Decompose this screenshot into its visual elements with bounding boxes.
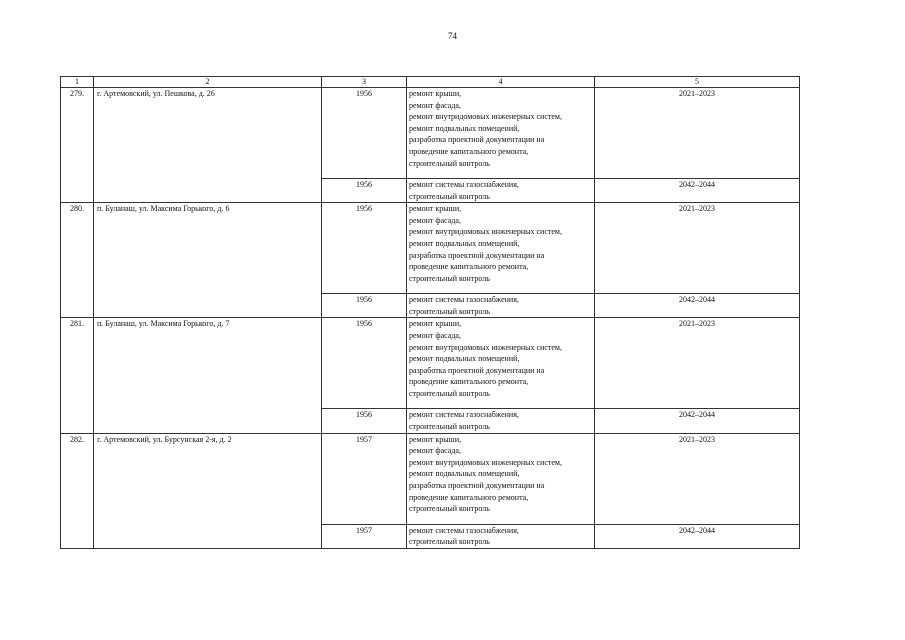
- table-body: [61, 88, 800, 549]
- repair-work-line: проведение капитального ремонта,: [409, 492, 529, 502]
- construction-year: 1957: [322, 433, 407, 524]
- repair-works: [407, 524, 595, 548]
- repair-works: [407, 318, 595, 409]
- column-header-4: 4: [407, 77, 595, 88]
- row-number: 279.: [61, 88, 94, 203]
- repair-work-line: ремонт фасада,: [409, 215, 461, 225]
- repair-work-line: строительный контроль: [409, 537, 490, 547]
- repair-work-line: строительный контроль: [409, 158, 490, 168]
- repair-work-line: разработка проектной документации на: [409, 250, 545, 260]
- column-numbers-row: [61, 77, 800, 88]
- repair-works: [407, 294, 595, 318]
- repair-period: 2021–2023: [595, 88, 800, 179]
- repair-works: [407, 179, 595, 203]
- repair-work-line: строительный контроль: [409, 421, 490, 431]
- repair-work-line: ремонт подвальных помещений,: [409, 469, 520, 479]
- repair-work-line: ремонт крыши,: [409, 319, 462, 329]
- repair-work-line: ремонт внутридомовых инженерных систем,: [409, 227, 562, 237]
- repair-work-line: строительный контроль: [409, 273, 490, 283]
- repair-work-line: строительный контроль: [409, 388, 490, 398]
- repair-work-line: ремонт крыши,: [409, 434, 462, 444]
- repair-period: 2021–2023: [595, 203, 800, 294]
- repair-work-line: ремонт фасада,: [409, 446, 461, 456]
- repair-period: 2021–2023: [595, 318, 800, 409]
- page-number: 74: [448, 31, 457, 41]
- construction-year: 1956: [322, 409, 407, 433]
- repair-work-line: ремонт системы газоснабжения,: [409, 295, 519, 305]
- row-number: 282.: [61, 433, 94, 548]
- repair-work-line: ремонт фасада,: [409, 330, 461, 340]
- repair-work-line: проведение капитального ремонта,: [409, 262, 529, 272]
- construction-year: 1956: [322, 203, 407, 294]
- table-row: [61, 318, 800, 409]
- table-row: [61, 433, 800, 524]
- repair-work-line: ремонт системы газоснабжения,: [409, 410, 519, 420]
- repair-works: [407, 88, 595, 179]
- repair-schedule-table: [60, 76, 800, 549]
- repair-work-line: ремонт крыши,: [409, 204, 462, 214]
- repair-works: [407, 203, 595, 294]
- table-row: [61, 88, 800, 179]
- repair-work-line: строительный контроль: [409, 306, 490, 316]
- repair-work-line: проведение капитального ремонта,: [409, 146, 529, 156]
- repair-work-line: ремонт системы газоснабжения,: [409, 525, 519, 535]
- repair-work-line: разработка проектной документации на: [409, 135, 545, 145]
- repair-work-line: строительный контроль: [409, 504, 490, 514]
- repair-work-line: ремонт внутридомовых инженерных систем,: [409, 342, 562, 352]
- repair-work-line: ремонт подвальных помещений,: [409, 123, 520, 133]
- repair-work-line: проведение капитального ремонта,: [409, 377, 529, 387]
- repair-period: 2042–2044: [595, 524, 800, 548]
- repair-work-line: ремонт подвальных помещений,: [409, 238, 520, 248]
- column-header-1: 1: [61, 77, 94, 88]
- column-header-5: 5: [595, 77, 800, 88]
- repair-work-line: ремонт подвальных помещений,: [409, 354, 520, 364]
- repair-works: [407, 433, 595, 524]
- row-number: 281.: [61, 318, 94, 433]
- repair-work-line: ремонт внутридомовых инженерных систем,: [409, 457, 562, 467]
- repair-work-line: ремонт внутридомовых инженерных систем,: [409, 112, 562, 122]
- building-address: г. Артемовский, ул. Пешкова, д. 26: [94, 88, 322, 203]
- repair-work-line: строительный контроль: [409, 191, 490, 201]
- column-header-3: 3: [322, 77, 407, 88]
- repair-work-line: ремонт крыши,: [409, 89, 462, 98]
- repair-works: [407, 409, 595, 433]
- building-address: г. Артемовский, ул. Бурсунская 2-я, д. 2: [94, 433, 322, 548]
- construction-year: 1956: [322, 318, 407, 409]
- construction-year: 1956: [322, 179, 407, 203]
- repair-period: 2042–2044: [595, 409, 800, 433]
- repair-period: 2042–2044: [595, 294, 800, 318]
- repair-work-line: разработка проектной документации на: [409, 480, 545, 490]
- repair-period: 2042–2044: [595, 179, 800, 203]
- row-number: 280.: [61, 203, 94, 318]
- column-header-2: 2: [94, 77, 322, 88]
- building-address: п. Буланаш, ул. Максима Горького, д. 7: [94, 318, 322, 433]
- repair-work-line: ремонт фасада,: [409, 100, 461, 110]
- construction-year: 1956: [322, 294, 407, 318]
- construction-year: 1956: [322, 88, 407, 179]
- repair-work-line: ремонт системы газоснабжения,: [409, 180, 519, 189]
- repair-work-line: разработка проектной документации на: [409, 365, 545, 375]
- repair-period: 2021–2023: [595, 433, 800, 524]
- table-header: [61, 77, 800, 88]
- building-address: п. Буланаш, ул. Максима Горького, д. 6: [94, 203, 322, 318]
- construction-year: 1957: [322, 524, 407, 548]
- table-row: [61, 203, 800, 294]
